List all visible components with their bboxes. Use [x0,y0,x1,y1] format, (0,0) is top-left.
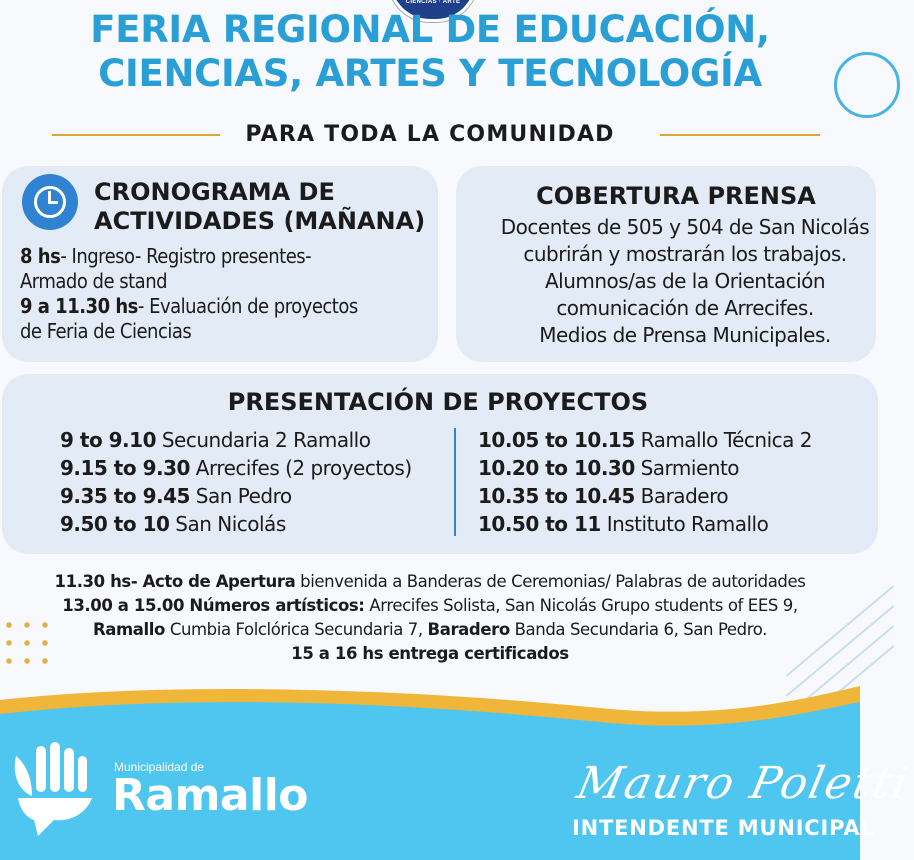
page-title [0,8,860,96]
closing-line [0,570,860,594]
schedule-time: 10.05 to 10.15 [478,428,635,452]
schedule-row [60,426,412,454]
schedule-time: 9.35 to 9.45 [60,484,190,508]
cronograma-item [20,244,358,269]
schedule-row [60,482,412,510]
column-divider [454,428,456,536]
closing-bold: 11.30 hs- Acto de Apertura [54,572,296,591]
mayor-signature: Mauro Poletti [572,758,914,809]
cronograma-title-line-1: CRONOGRAMA DE [94,178,335,206]
schedule-school: San Pedro [195,484,292,508]
schedule-time: 10.20 to 10.30 [478,456,635,480]
cronograma-list [20,244,358,344]
subtitle-row [0,120,860,150]
schedule-row [60,510,412,538]
cronograma-item-time: 8 hs [20,244,61,268]
closing-schedule [0,570,860,666]
cronograma-item-time: 9 a 11.30 hs [20,294,138,318]
prensa-title: COBERTURA PRENSA [536,182,816,210]
schedule-row [478,482,812,510]
prensa-list [470,214,900,349]
schedule-school: Instituto Ramallo [606,512,769,536]
closing-bold: Baradero [427,620,510,639]
schedule-time: 10.50 to 11 [478,512,601,536]
cronograma-item-text: - Evaluación de proyectos [137,294,358,318]
ramallo-logo-icon [8,738,98,838]
schedule-school: Baradero [640,484,729,508]
prensa-line: Docentes de 505 y 504 de San Nicolás [500,215,870,239]
decorative-dots [0,616,50,666]
closing-bold: 13.00 a 15.00 Números artísticos: [62,596,365,615]
closing-text: Banda Secundaria 6, San Pedro. [509,620,768,639]
schedule-row [478,426,812,454]
title-line-1: FERIA REGIONAL DE EDUCACIÓN, [90,8,770,51]
schedule-row [478,510,812,538]
municipality-name: Ramallo [112,770,309,821]
cronograma-item-cont: Armado de stand [20,269,168,293]
prensa-line: comunicación de Arrecifes. [556,296,814,320]
prensa-line: Medios de Prensa Municipales. [539,323,831,347]
closing-bold: Ramallo [92,620,165,639]
closing-line [0,618,860,642]
subtitle: PARA TODA LA COMUNIDAD [245,122,615,147]
schedule-school: Secundaria 2 Ramallo [161,428,371,452]
closing-bold: 15 a 16 hs entrega certificados [291,644,569,663]
closing-line [0,594,860,618]
schedule-school: Sarmiento [640,456,740,480]
title-line-2: CIENCIAS, ARTES Y TECNOLOGÍA [98,52,762,95]
prensa-line: Alumnos/as de la Orientación [544,269,826,293]
seal-text: CIENCIAS · ARTE [405,0,461,5]
schedule-time: 9 to 9.10 [60,428,156,452]
clock-icon [22,174,78,230]
mayor-role: INTENDENTE MUNICIPAL [572,816,875,840]
decorative-circle [834,52,900,118]
cronograma-item-cont: de Feria de Ciencias [20,319,192,343]
schedule-school: Ramallo Técnica 2 [640,428,812,452]
presentacion-left-column [60,426,412,538]
schedule-school: San Nicolás [175,512,286,536]
cronograma-item [20,294,358,319]
municipality-label: Municipalidad de [114,760,205,774]
cronograma-item-text: - Ingreso- Registro presentes- [60,244,312,268]
cronograma-title-line-2: ACTIVIDADES (MAÑANA) [94,207,426,235]
presentacion-title: PRESENTACIÓN DE PROYECTOS [227,388,649,416]
schedule-time: 9.15 to 9.30 [60,456,190,480]
closing-line [0,642,860,666]
schedule-school: Arrecifes (2 proyectos) [195,456,412,480]
schedule-time: 9.50 to 10 [60,512,170,536]
closing-text: Cumbia Folclórica Secundaria 7, [164,620,428,639]
prensa-line: cubrirán y mostrarán los trabajos. [523,242,847,266]
schedule-row [478,454,812,482]
closing-text: bienvenida a Banderas de Ceremonias/ Palabras de autoridades [295,572,806,591]
presentacion-right-column [478,426,812,538]
schedule-row [60,454,412,482]
closing-text: Arrecifes Solista, San Nicolás Grupo students of EES 9, [364,596,798,615]
schedule-time: 10.35 to 10.45 [478,484,635,508]
cronograma-title [94,178,425,236]
